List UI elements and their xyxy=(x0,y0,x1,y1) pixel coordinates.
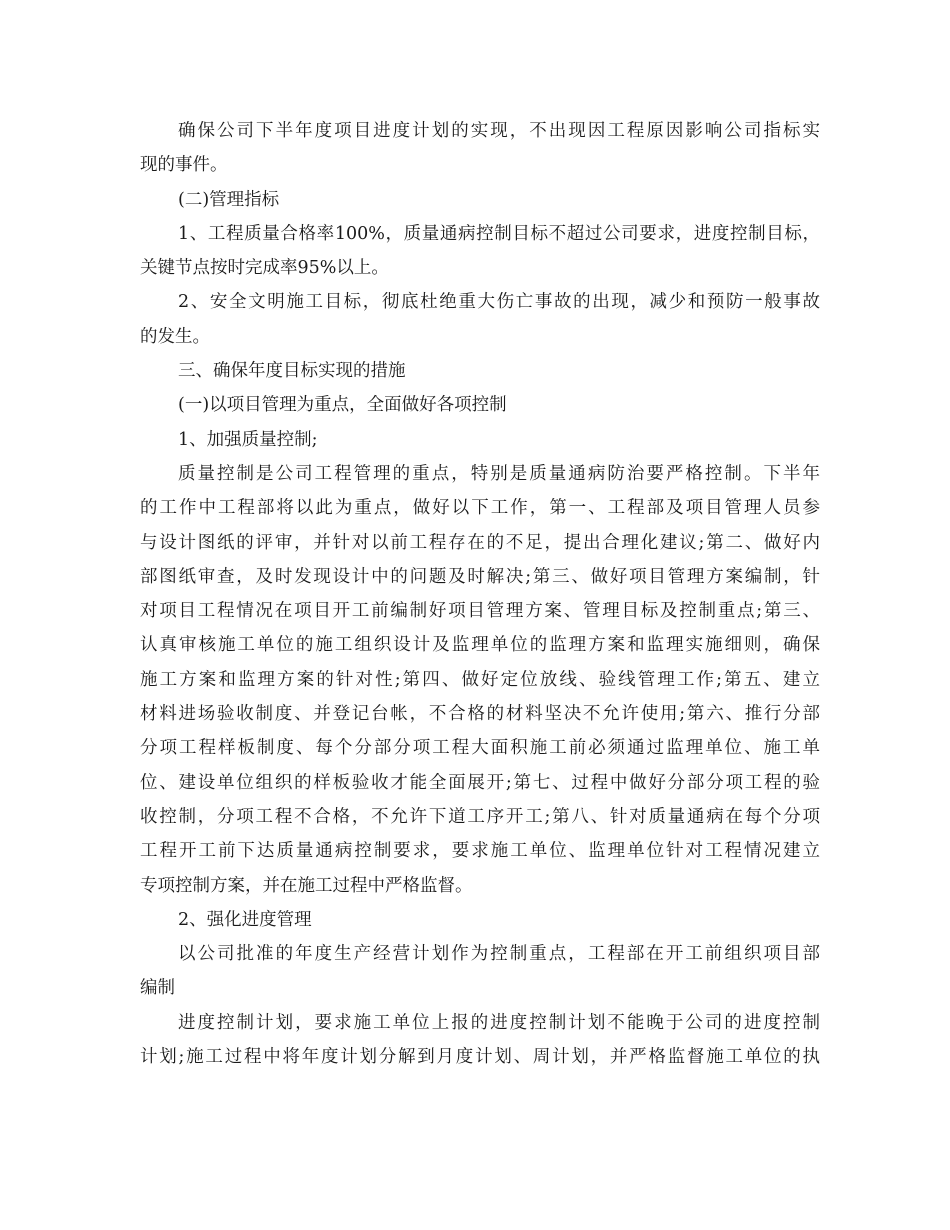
paragraph-line: 的发生。 xyxy=(140,326,210,347)
paragraph-line: 进度控制计划，要求施工单位上报的进度控制计划不能晚于公司的进度控制 xyxy=(178,1012,820,1033)
section-heading: 三、确保年度目标实现的措施 xyxy=(178,361,406,382)
paragraph-line: 专项控制方案，并在施工过程中严格监督。 xyxy=(140,875,473,896)
paragraph-line: 材料进场验收制度、并登记台帐，不合格的材料坚决不允许使用;第六、推行分部 xyxy=(140,704,820,725)
paragraph-line: 收控制，分项工程不合格，不允许下道工序开工;第八、针对质量通病在每个分项 xyxy=(140,806,820,827)
paragraph-line: 编制 xyxy=(140,978,175,999)
paragraph-line: 现的事件。 xyxy=(140,155,228,176)
paragraph-line: 与设计图纸的评审，并针对以前工程存在的不足，提出合理化建议;第二、做好内 xyxy=(140,532,820,553)
paragraph-line: 部图纸审查，及时发现设计中的问题及时解决;第三、做好项目管理方案编制，针 xyxy=(140,566,820,587)
paragraph-line: 位、建设单位组织的样板验收才能全面展开;第七、过程中做好分部分项工程的验 xyxy=(140,772,820,793)
section-heading: (一)以项目管理为重点，全面做好各项控制 xyxy=(178,395,507,416)
section-heading: 1、加强质量控制; xyxy=(178,429,318,450)
paragraph-line: 1、工程质量合格率100%，质量通病控制目标不超过公司要求，进度控制目标， xyxy=(178,223,820,244)
paragraph-line: 质量控制是公司工程管理的重点，特别是质量通病防治要严格控制。下半年 xyxy=(178,463,820,484)
paragraph-line: 工程开工前下达质量通病控制要求，要求施工单位、监理单位针对工程情况建立 xyxy=(140,841,820,862)
paragraph-line: 分项工程样板制度、每个分部分项工程大面积施工前必须通过监理单位、施工单 xyxy=(140,738,820,759)
paragraph-line: 确保公司下半年度项目进度计划的实现，不出现因工程原因影响公司指标实 xyxy=(178,121,820,141)
paragraph-line: 对项目工程情况在项目开工前编制好项目管理方案、管理目标及控制重点;第三、 xyxy=(140,601,820,622)
paragraph-line: 的工作中工程部将以此为重点，做好以下工作，第一、工程部及项目管理人员参 xyxy=(140,498,820,519)
section-heading: (二)管理指标 xyxy=(178,189,280,210)
section-heading: 2、强化进度管理 xyxy=(178,909,312,930)
paragraph-line: 关键节点按时完成率95%以上。 xyxy=(140,258,389,279)
paragraph-line: 以公司批准的年度生产经营计划作为控制重点，工程部在开工前组织项目部 xyxy=(178,944,820,965)
paragraph-line: 施工方案和监理方案的针对性;第四、做好定位放线、验线管理工作;第五、建立 xyxy=(140,669,820,690)
paragraph-line: 认真审核施工单位的施工组织设计及监理单位的监理方案和监理实施细则，确保 xyxy=(140,635,820,656)
paragraph-line: 计划;施工过程中将年度计划分解到月度计划、周计划，并严格监督施工单位的执 xyxy=(140,1047,820,1068)
document-body xyxy=(140,114,820,1074)
paragraph-line: 2、安全文明施工目标，彻底杜绝重大伤亡事故的出现，减少和预防一般事故 xyxy=(178,292,820,313)
